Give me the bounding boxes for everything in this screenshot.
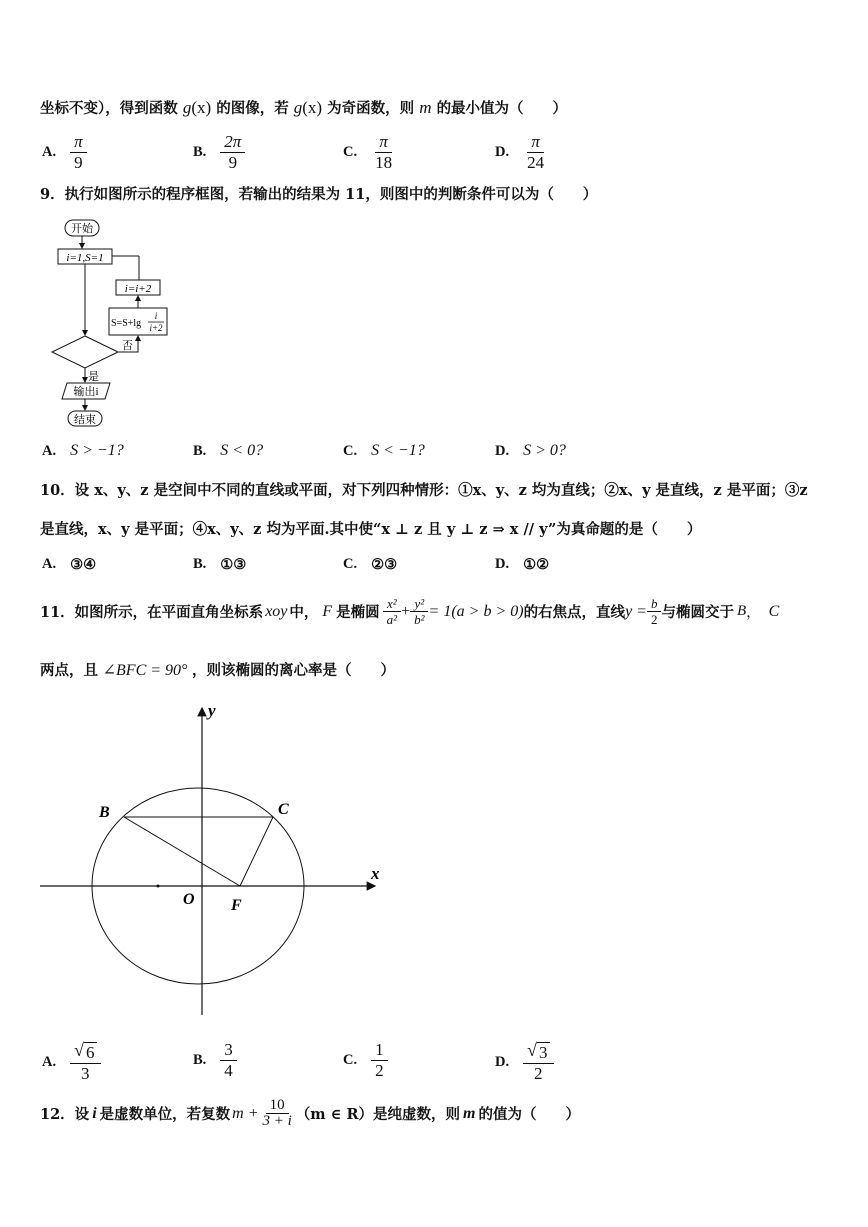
label-c: C: [278, 801, 289, 818]
flow-output-label: 输出i: [73, 386, 99, 398]
flow-no-label: 否: [122, 340, 133, 352]
eq-x-fraction: $\frac{\text{x²}}{\text{a²}}$: [383, 596, 401, 627]
fraction: $\frac{1}{2}$: [371, 1040, 388, 1081]
flow-yes-label: 是: [88, 371, 99, 383]
flow-update-i-label: i=i+2: [124, 283, 152, 295]
q11-option-a[interactable]: A. √ 6 3: [42, 1040, 101, 1084]
flow-update-s-prefix: S=S+lg: [111, 318, 142, 329]
q9-option-c[interactable]: C. S < −1?: [343, 442, 425, 459]
q10-option-c[interactable]: C. ②③: [343, 556, 398, 573]
q11-ellipse-figure: [40, 700, 390, 1020]
fraction: $\frac{2\pi}{9}$: [220, 132, 245, 173]
label-f: F: [231, 897, 242, 914]
flow-init-label: i=1,S=1: [66, 252, 104, 264]
fraction: $\frac{\pi}{9}$: [70, 132, 87, 173]
flow-update-s-num: i: [154, 311, 158, 321]
q10-stem-line1: 10．设 x、y、z 是空间中不同的直线或平面，对下列四种情形：①x、y、z 均为直线；②x、y 是直线，z 是平面；③z: [40, 482, 808, 499]
q10-option-d[interactable]: D. ①②: [495, 556, 550, 573]
q10-stem-line2: 是直线，x、y 是平面；④x、y、z 均为平面.其中使“x ⊥ z 且 y ⊥ z ⇒ x // y”为真命题的是（ ）: [40, 521, 702, 538]
q9-option-d[interactable]: D. S > 0?: [495, 442, 566, 459]
segment-cf: [240, 817, 273, 886]
q9-stem: 9．执行如图所示的程序框图，若输出的结果为 11，则图中的判断条件可以为（ ）: [40, 186, 598, 203]
q8-m: m: [419, 98, 432, 117]
flow-end-label: 结束: [74, 414, 96, 426]
q11-option-c[interactable]: C. $\frac{1}{2}$: [343, 1040, 388, 1081]
label-b: B: [99, 804, 110, 821]
q11-stem-line1: 11．如图所示，在平面直角坐标系 xoy 中， F 是椭圆 $\frac{\text{x²}}{\text{a²}}$ + $\frac{\text{y²}}{\text{b²}}$ = 1(a > b > 0) 的右焦点，直线 y = $\frac{b}{2}$ 与椭圆交于 B ， C: [40, 596, 780, 627]
q8-option-a[interactable]: A. $\frac{\pi}{9}$: [42, 132, 87, 173]
q11-option-b[interactable]: B. $\frac{3}{4}$: [193, 1040, 237, 1081]
q8-option-d[interactable]: D. $\frac{\pi}{24}$: [495, 132, 548, 173]
q11-stem-line2: 两点，且 ∠BFC = 90° ，则该椭圆的离心率是（ ）: [40, 662, 396, 679]
q8-g1: g: [182, 98, 192, 117]
fraction: √ 6 3: [70, 1040, 100, 1084]
q8-x2: (x): [302, 98, 323, 117]
q8-option-b[interactable]: B. $\frac{2\pi}{9}$: [193, 132, 245, 173]
q8-option-c[interactable]: C. $\frac{\pi}{18}$: [343, 132, 396, 173]
eq-y-fraction: $\frac{\text{y²}}{\text{b²}}$: [410, 596, 428, 627]
fraction: √ 3 2: [523, 1040, 553, 1084]
q9-option-b[interactable]: B. S < 0?: [193, 442, 264, 459]
q8-g2: g: [293, 98, 303, 117]
q10-option-b[interactable]: B. ①③: [193, 556, 247, 573]
flow-decision-diamond: [52, 336, 118, 368]
label-y: y: [208, 701, 216, 720]
q12-stem: 12．设 i 是虚数单位，若复数 m + $\frac{10}{3 + i}$ （m ∈ R）是纯虚数，则 m 的值为（ ）: [40, 1097, 580, 1129]
fraction: $\frac{3}{4}$: [220, 1040, 237, 1081]
label-x: x: [371, 864, 380, 883]
q8-stem: 坐标不变），得到函数 g(x) 的图像，若 g(x) 为奇函数，则 m 的最小值为（ ）: [40, 98, 568, 117]
q10-option-a[interactable]: A. ③④: [42, 556, 97, 573]
q11-option-d[interactable]: D. √ 3 2: [495, 1040, 554, 1084]
fraction: $\frac{\pi}{18}$: [375, 132, 393, 172]
label-o: O: [183, 891, 195, 908]
q9-flowchart: [42, 218, 172, 428]
segment-bf: [124, 817, 240, 886]
b-half-fraction: $\frac{b}{2}$: [647, 596, 662, 627]
q9-option-a[interactable]: A. S > −1?: [42, 442, 124, 459]
flow-start-label: 开始: [71, 223, 93, 235]
complex-fraction: $\frac{10}{3 + i}$: [262, 1097, 292, 1129]
flow-update-s-den: i+2: [149, 323, 163, 333]
q8-x1: (x): [191, 98, 212, 117]
fraction: $\frac{\pi}{24}$: [527, 132, 545, 172]
left-focus-dot: [157, 885, 160, 888]
